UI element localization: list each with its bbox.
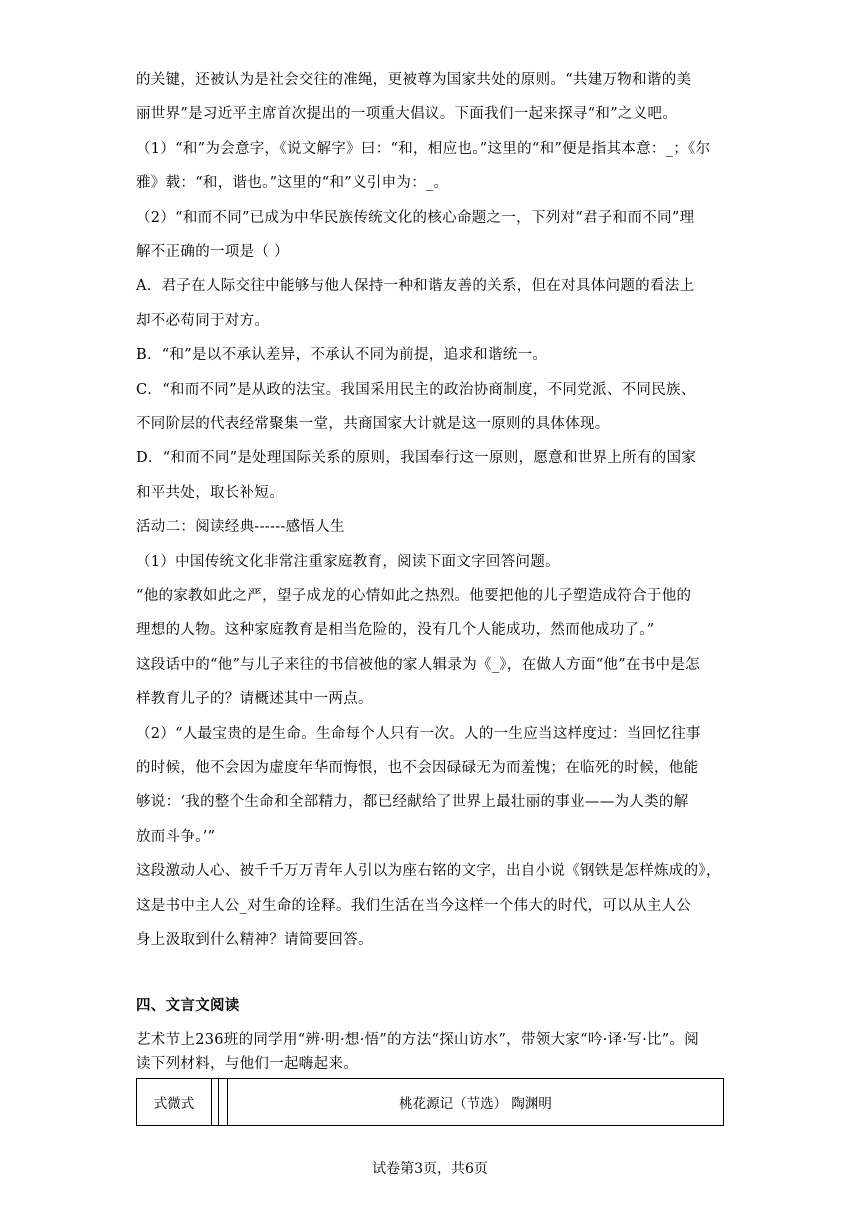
text-line: 这段话中的“他”与儿子来往的书信被他的家人辑录为《_》，在做人方面“他”在书中是怎 xyxy=(136,657,700,673)
option-b: B．“和”是以不承认差异，不承认不同为前提，追求和谐统一。 xyxy=(136,347,548,363)
text-line: 读下列材料，与他们一起嗨起来。 xyxy=(136,1056,358,1072)
text-line: （1）“和”为会意字，《说文解字》曰：“和，相应也。”这里的“和”便是指其本意：_；《尔 xyxy=(136,141,711,157)
text-line: 放而斗争。’” xyxy=(136,829,216,845)
text-line: 雅》载：“和，谐也。”这里的“和”义引申为：_。 xyxy=(136,175,449,191)
text-line: 却不必苟同于对方。 xyxy=(136,313,270,329)
option-a: A．君子在人际交往中能够与他人保持一种和谐友善的关系，但在对具体问题的看法上 xyxy=(136,278,695,294)
text-line: 艺术节上236班的同学用“辨·明·想·悟”的方法“探山访水”，带领大家“吟·译·写·比”。阅 xyxy=(136,1032,700,1048)
text-line: 样教育儿子的？请概述其中一两点。 xyxy=(136,691,373,707)
text-line: 和平共处，取长补短。 xyxy=(136,485,284,501)
section-heading: 四、文言文阅读 xyxy=(136,998,240,1014)
text-line: 解不正确的一项是（ ） xyxy=(136,244,289,260)
option-d: D．“和而不同”是处理国际关系的原则，我国奉行这一原则，愿意和世界上所有的国家 xyxy=(136,450,697,466)
text-line: （1）中国传统文化非常注重家庭教育，阅读下面文字回答问题。 xyxy=(136,554,560,570)
text-line: “他的家教如此之严，望子成龙的心情如此之热烈。他要把他的儿子塑造成符合于他的 xyxy=(136,588,692,604)
page-footer: 试卷第3页，共6页 xyxy=(372,1161,488,1177)
table-spacer-cell xyxy=(219,1079,228,1126)
poem-table xyxy=(136,1078,724,1126)
text-line: 的时候，他不会因为虚度年华而悔恨，也不会因碌碌无为而羞愧；在临死的时候，他能 xyxy=(136,760,699,776)
text-line: 这是书中主人公_对生命的诠释。我们生活在当今这样一个伟大的时代，可以从主人公 xyxy=(136,898,692,914)
table-spacer-cell xyxy=(212,1079,219,1126)
text-line: 不同阶层的代表经常聚集一堂，共商国家大计就是这一原则的具体体现。 xyxy=(136,416,610,432)
text-line: （2）“和而不同”已成为中华民族传统文化的核心命题之一，下列对“君子和而不同”理 xyxy=(136,210,695,226)
table-title-cell: 桃花源记（节选） 陶渊明 xyxy=(228,1079,724,1126)
text-line: 够说：‘我的整个生命和全部精力，都已经献给了世界上最壮丽的事业——为人类的解 xyxy=(136,794,689,810)
option-c: C．“和而不同”是从政的法宝。我国采用民主的政治协商制度，不同党派、不同民族、 xyxy=(136,382,696,398)
text-line: 这段激动人心、被千千万万青年人引以为座右铭的文字，出自小说《钢铁是怎样炼成的》， xyxy=(136,863,721,879)
text-line: 的关键，还被认为是社会交往的准绳，更被尊为国家共处的原则。“共建万物和谐的美 xyxy=(136,72,692,88)
text-line: 身上汲取到什么精神？请简要回答。 xyxy=(136,932,373,948)
text-line: （2）“人最宝贵的是生命。生命每个人只有一次。人的一生应当这样度过：当回忆往事 xyxy=(136,726,701,742)
table-label-cell: 式微式 xyxy=(137,1079,212,1126)
activity-title: 活动二：阅读经典------感悟人生 xyxy=(136,519,345,535)
text-line: 丽世界”是习近平主席首次提出的一项重大倡议。下面我们一起来探寻“和”之义吧。 xyxy=(136,106,678,122)
text-line: 理想的人物。这种家庭教育是相当危险的，没有几个人能成功，然而他成功了。” xyxy=(136,622,655,638)
